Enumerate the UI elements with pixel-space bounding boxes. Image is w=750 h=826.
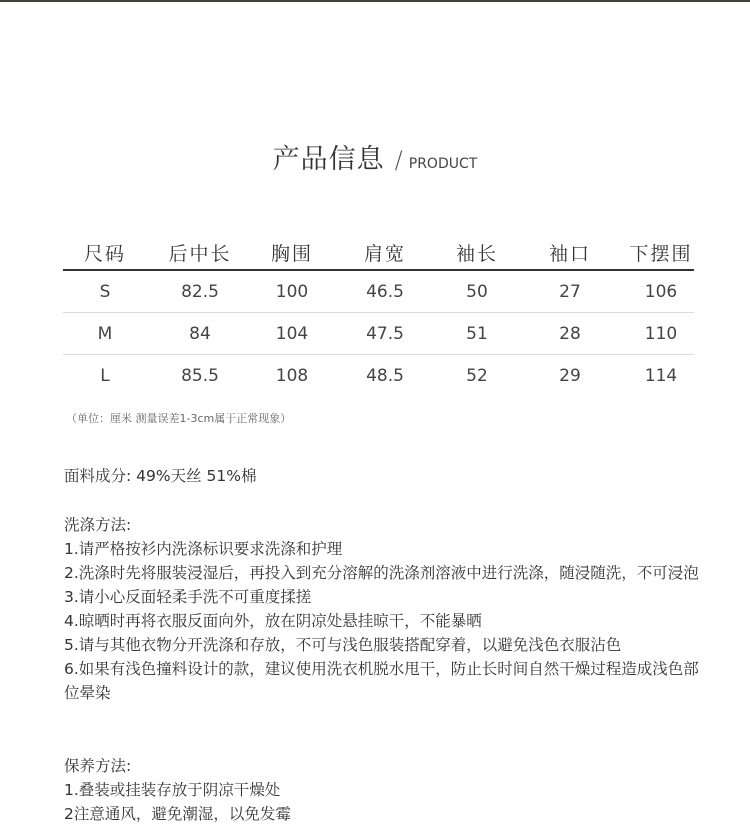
washing-item: 5.请与其他衣物分开洗涤和存放，不可与浅色服装搭配穿着，以避免浅色衣服沾色: [64, 636, 622, 654]
top-border: [0, 0, 750, 2]
table-cell: 84: [189, 324, 211, 344]
fabric-composition: 面料成分: 49%天丝 51%棉: [64, 467, 257, 485]
title-en: PRODUCT: [408, 156, 478, 172]
table-cell: 85.5: [181, 366, 219, 386]
title-zh: 产品信息: [272, 144, 385, 175]
table-cell: 104: [275, 324, 309, 344]
table-cell: 110: [644, 324, 678, 344]
column-header: 袖口: [548, 243, 591, 265]
washing-item: 2.洗涤时先将服装浸湿后，再投入到充分溶解的洗涤剂溶液中进行洗涤，随浸随洗，不可浸泡: [64, 564, 699, 582]
table-row: [63, 313, 694, 355]
table-cell: 48.5: [366, 366, 404, 386]
column-header: 肩宽: [363, 243, 406, 265]
washing-section: [64, 513, 704, 705]
table-cell: 46.5: [366, 282, 404, 302]
table-cell: 106: [644, 282, 678, 302]
table-header-row: [63, 238, 694, 271]
column-header: 胸围: [270, 243, 313, 265]
washing-item: 6.如果有浅色撞料设计的款，建议使用洗衣机脱水甩干，防止长时间自然干燥过程造成浅色部位晕染: [64, 660, 699, 702]
washing-item: 3.请小心反面轻柔手洗不可重度揉搓: [64, 588, 312, 606]
column-header: 袖长: [455, 243, 498, 265]
column-header: 尺码: [83, 243, 126, 265]
table-cell: 51: [466, 324, 488, 344]
size-table: [63, 238, 694, 397]
table-cell: 114: [644, 366, 678, 386]
table-row: [63, 271, 694, 313]
table-cell: 27: [559, 282, 581, 302]
care-item: 1.叠装或挂装存放于阴凉干燥处: [64, 781, 281, 799]
measurement-note: （单位：厘米 测量误差1-3cm属于正常现象）: [66, 412, 292, 425]
care-section: [64, 754, 704, 826]
table-cell: 52: [466, 366, 488, 386]
table-cell: 28: [559, 324, 581, 344]
table-row: [63, 355, 694, 397]
table-cell: S: [99, 282, 111, 302]
washing-item: 4.晾晒时再将衣服反面向外，放在阴凉处悬挂晾干，不能暴晒: [64, 612, 482, 630]
washing-title: 洗涤方法:: [64, 516, 132, 534]
table-cell: 100: [275, 282, 309, 302]
table-cell: 47.5: [366, 324, 404, 344]
title-separator: /: [394, 146, 403, 174]
column-header: 后中长: [168, 243, 232, 265]
table-cell: 82.5: [181, 282, 219, 302]
washing-item: 1.请严格按衫内洗涤标识要求洗涤和护理: [64, 540, 343, 558]
table-cell: M: [97, 324, 113, 344]
section-title: [0, 137, 750, 176]
care-title: 保养方法:: [64, 757, 132, 775]
table-cell: L: [100, 366, 110, 386]
table-cell: 29: [559, 366, 581, 386]
column-header: 下摆围: [629, 243, 693, 265]
table-cell: 50: [466, 282, 488, 302]
table-cell: 108: [275, 366, 309, 386]
care-item: 2注意通风，避免潮湿，以免发霉: [64, 805, 291, 823]
